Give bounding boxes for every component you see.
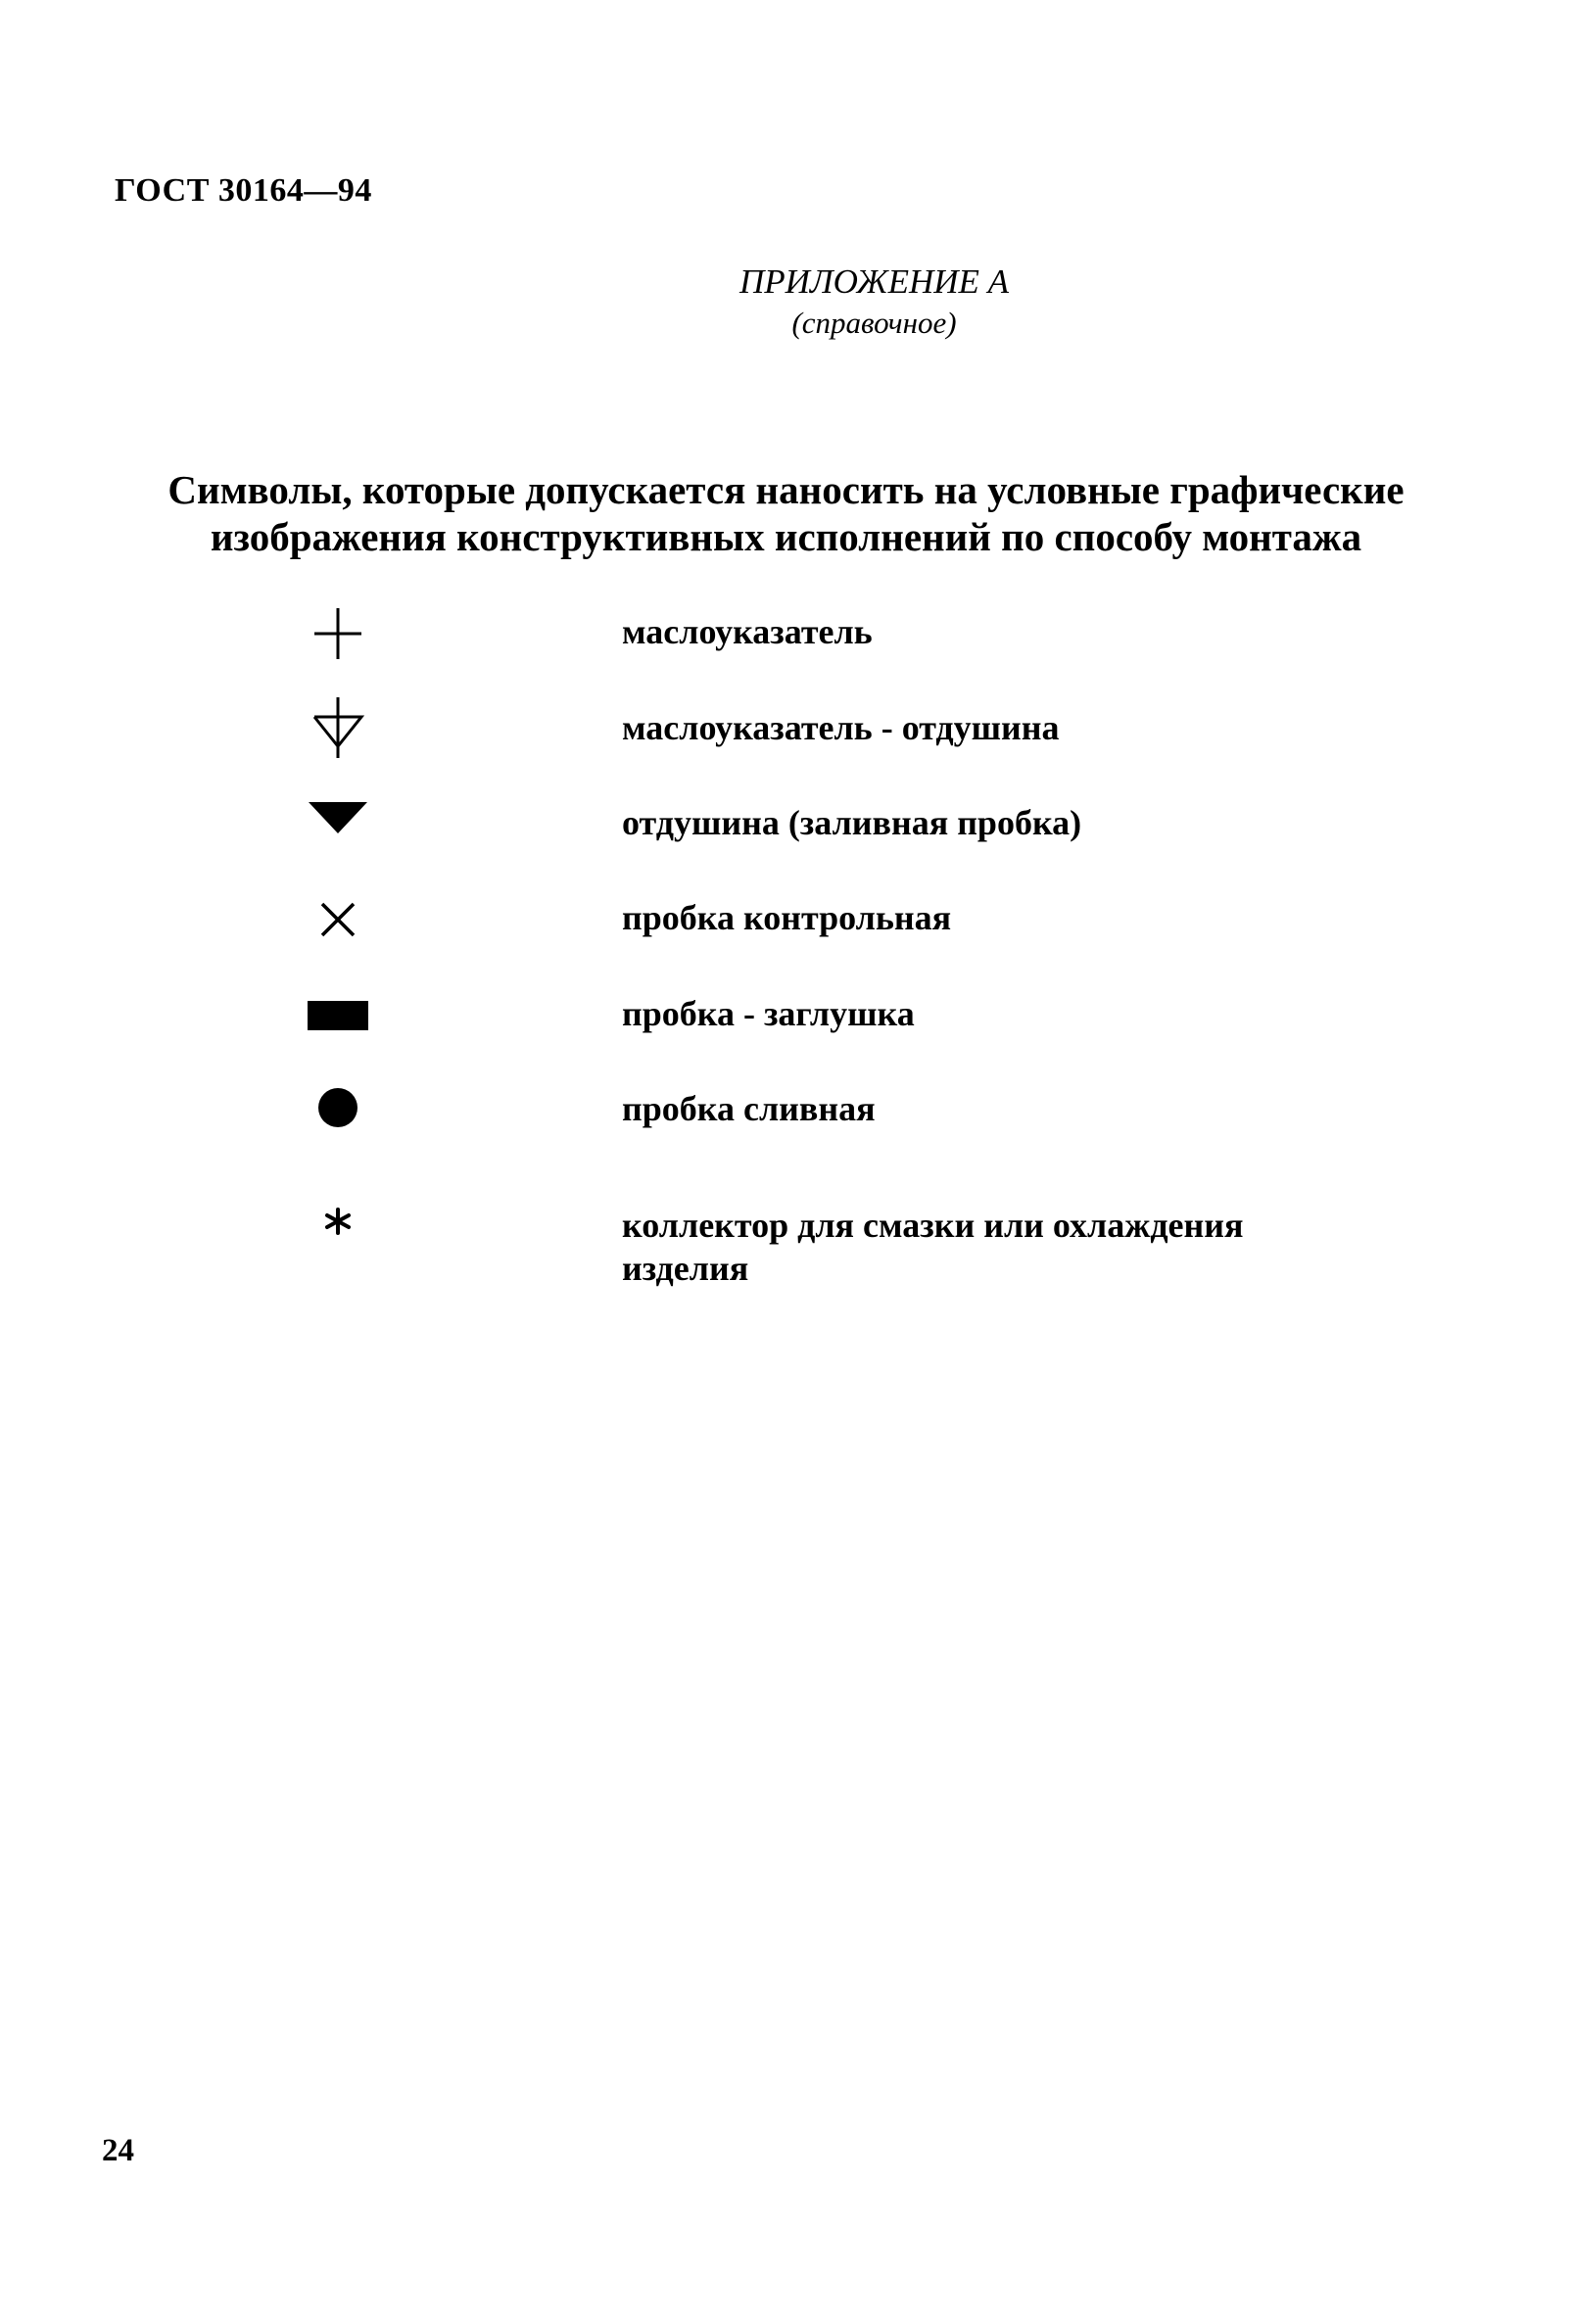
heading-line-2: изображения конструктивных исполнений по способу монтажа	[210, 514, 1362, 559]
triangle-cross-icon	[284, 693, 392, 762]
section-heading	[88, 466, 1484, 560]
filled-rectangle-icon	[284, 981, 392, 1050]
heading-line-1: Символы, которые допускается наносить на условные графические	[167, 467, 1405, 512]
symbol-label-vent-filler: отдушина (заливная пробка)	[622, 803, 1082, 842]
appendix-title: ПРИЛОЖЕНИЕ А	[738, 262, 1010, 301]
appendix-header	[0, 262, 1572, 341]
symbol-label-collector: коллектор для смазки или охлаждения изделия	[622, 1206, 1244, 1288]
x-cross-icon	[284, 885, 392, 954]
page-number: 24	[102, 2133, 134, 2168]
appendix-subtitle: (справочное)	[791, 306, 957, 340]
standard-number: ГОСТ 30164—94	[115, 172, 372, 209]
plus-icon	[284, 599, 392, 668]
asterisk-icon	[284, 1187, 392, 1256]
symbol-label-check-plug: пробка контрольная	[622, 898, 952, 937]
symbol-label-drain-plug: пробка сливная	[622, 1089, 876, 1128]
symbol-label-oil-indicator-vent: маслоуказатель - отдушина	[622, 708, 1060, 747]
symbol-label-oil-indicator: маслоуказатель	[622, 612, 873, 651]
symbol-label-blind-plug: пробка - заглушка	[622, 994, 915, 1033]
filled-circle-icon	[284, 1073, 392, 1142]
filled-triangle-down-icon	[284, 783, 392, 852]
